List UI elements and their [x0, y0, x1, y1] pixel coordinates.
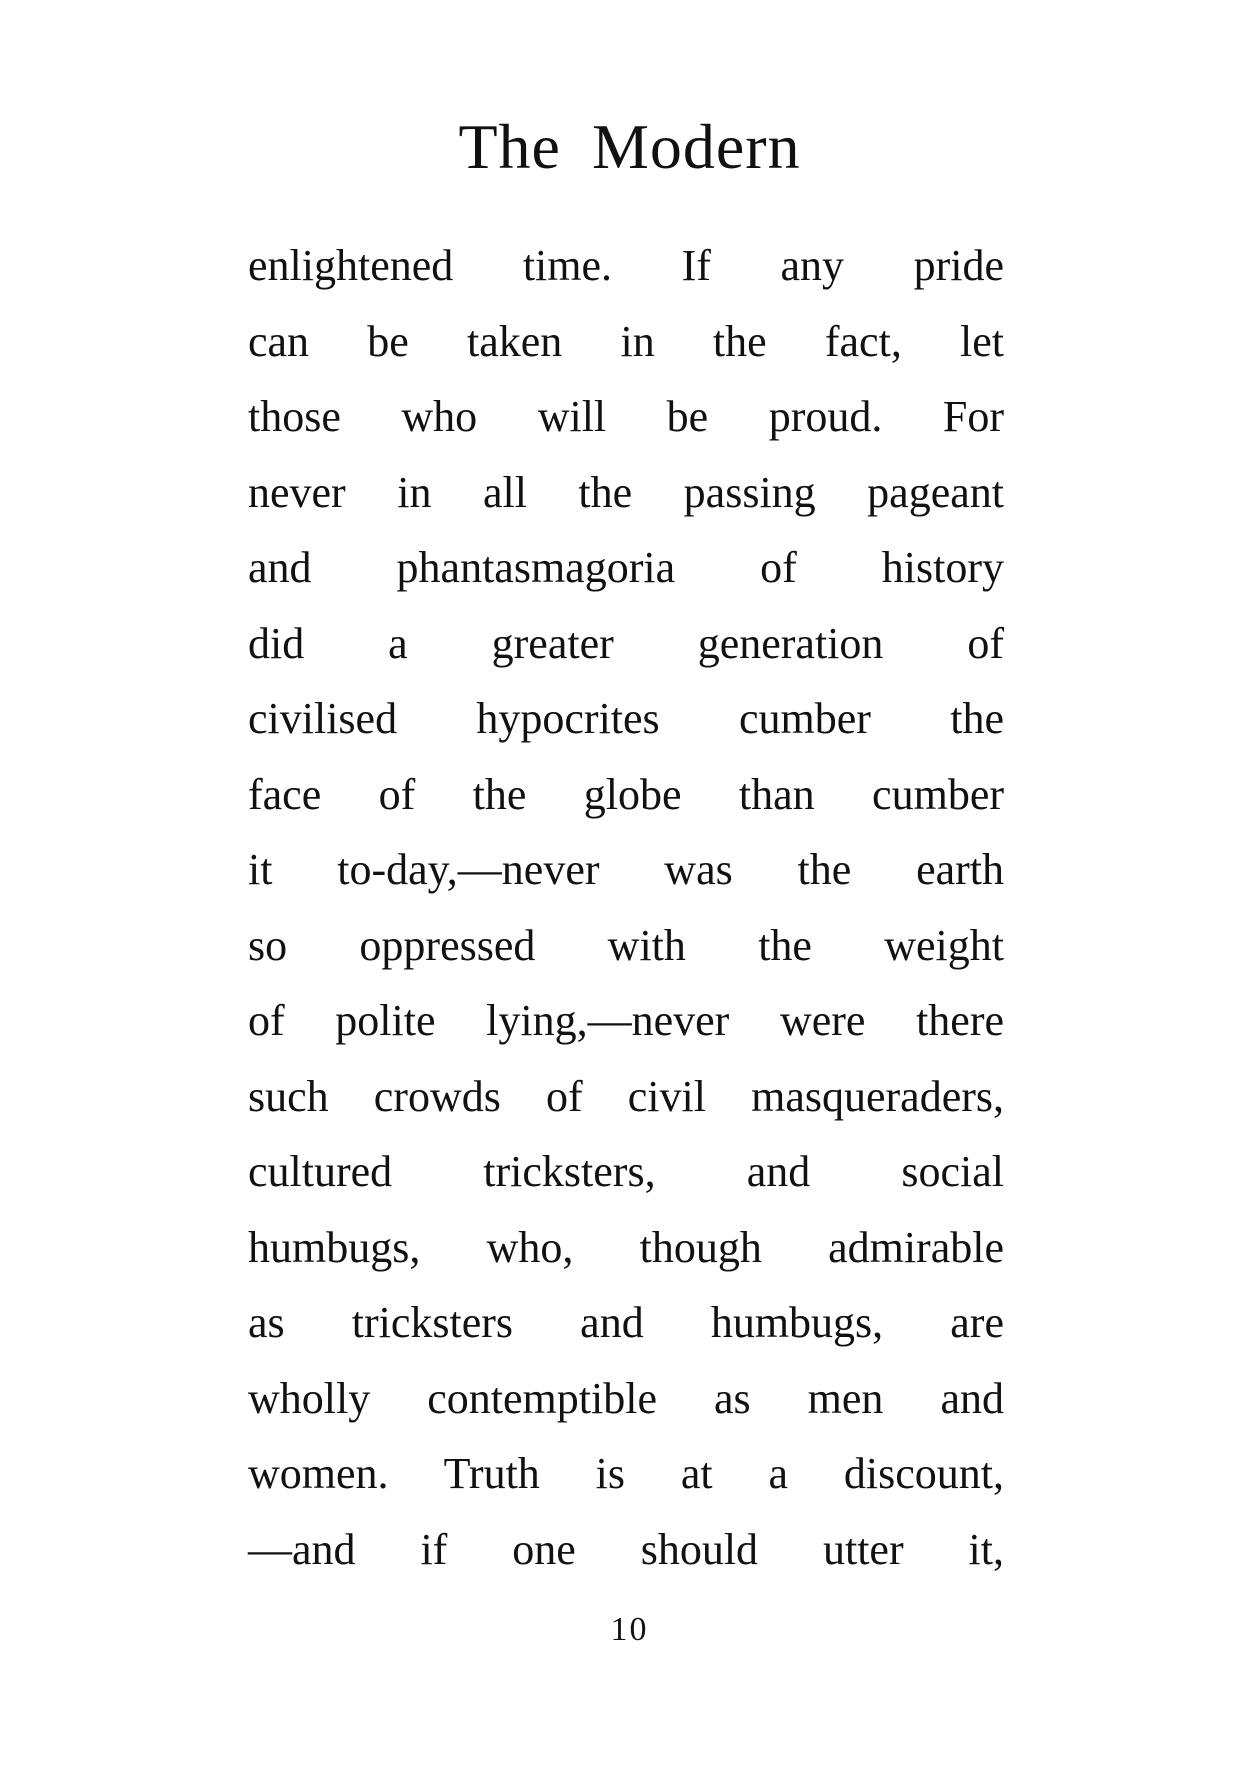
text-line: —and if one should utter it,	[248, 1524, 1004, 1574]
text-line: enlightened time. If any pride	[248, 241, 1004, 290]
text-line: wholly contemptible as men and	[248, 1373, 1004, 1423]
text-line: of polite lying,—never were there	[248, 996, 1004, 1045]
text-line: as tricksters and humbugs, are	[248, 1298, 1004, 1347]
running-head: The Modern	[458, 111, 801, 182]
text-line: it to-day,—never was the earth	[248, 845, 1004, 894]
text-line: those who will be proud. For	[248, 392, 1004, 441]
text-line: never in all the passing pageant	[248, 467, 1004, 517]
page-number: 10	[610, 1611, 649, 1648]
text-line: and phantasmagoria of history	[248, 543, 1004, 592]
body-text	[248, 228, 1004, 1587]
text-line: civilised hypocrites cumber the	[248, 694, 1004, 743]
text-line: such crowds of civil masqueraders,	[248, 1071, 1004, 1121]
text-line: cultured tricksters, and social	[248, 1147, 1004, 1196]
text-line: can be taken in the fact, let	[248, 316, 1004, 366]
text-line: humbugs, who, though admirable	[248, 1222, 1004, 1272]
text-line: face of the globe than cumber	[248, 769, 1004, 819]
text-line: women. Truth is at a discount,	[248, 1449, 1004, 1498]
text-line: so oppressed with the weight	[248, 920, 1004, 970]
text-line: did a greater generation of	[248, 618, 1004, 668]
